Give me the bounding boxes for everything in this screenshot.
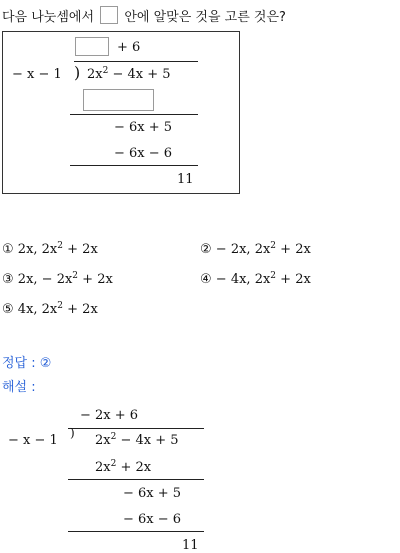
- solution-quotient-line: [68, 428, 204, 429]
- question-text: [2, 6, 286, 25]
- division-bracket: ): [74, 63, 81, 82]
- solution-bracket: ): [70, 426, 75, 440]
- choice-5[interactable]: ⑤ 4x, $2x^2 + 2x$: [2, 301, 98, 317]
- solution-line-1: [68, 479, 204, 480]
- solution-product-1: $2x^2 + 2x$: [95, 459, 152, 475]
- question-suffix: 안에 알맞은 것을 고른 것은?: [124, 10, 286, 25]
- solution-product-2: − 6x − 6: [123, 512, 182, 527]
- solution-line-2: [68, 531, 204, 532]
- dividend: $2x^2 - 4x + 5$: [87, 66, 171, 82]
- quotient-tail: + 6: [117, 40, 141, 55]
- quotient-blank: [75, 37, 109, 56]
- answer-label: 정답 : ②: [2, 356, 52, 371]
- question-prefix: 다음 나눗셈에서: [2, 10, 95, 25]
- product-row-2: − 6x − 6: [114, 146, 173, 161]
- explanation-label: 해설 :: [2, 380, 36, 395]
- solution-divisor: − x − 1: [8, 433, 58, 448]
- solution-quotient: − 2x + 6: [80, 408, 139, 423]
- problem-frame: [2, 31, 240, 194]
- quotient-line: [74, 61, 198, 62]
- remainder-row-1: − 6x + 5: [114, 120, 173, 135]
- subtraction-line-1: [70, 114, 198, 115]
- choice-1[interactable]: ① 2x, $2x^2 + 2x$: [2, 241, 98, 257]
- solution-final-remainder: 11: [182, 538, 199, 553]
- final-remainder: 11: [177, 172, 194, 187]
- product-blank: [83, 89, 154, 111]
- choice-2[interactable]: ② − 2x, $2x^2 + 2x$: [200, 241, 311, 257]
- solution-remainder-1: − 6x + 5: [123, 486, 182, 501]
- choice-3[interactable]: ③ 2x, − $2x^2 + 2x$: [2, 271, 113, 287]
- divisor: − x − 1: [12, 67, 62, 82]
- blank-placeholder-icon: [100, 6, 118, 24]
- subtraction-line-2: [70, 165, 198, 166]
- solution-dividend: $2x^2 - 4x + 5$: [95, 432, 179, 448]
- choice-4[interactable]: ④ − 4x, $2x^2 + 2x$: [200, 271, 311, 287]
